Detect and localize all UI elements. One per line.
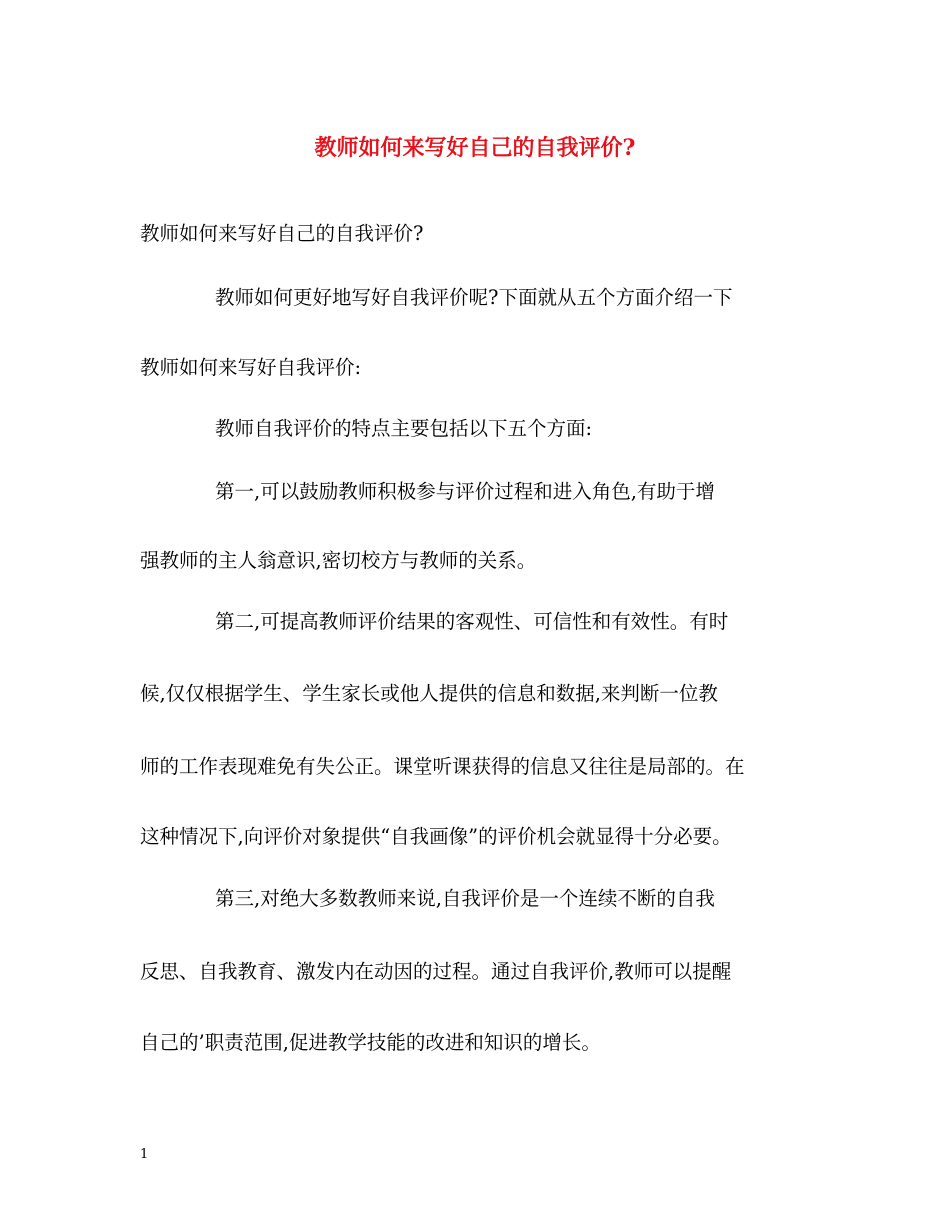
text-line-11: 第三,对绝大多数教师来说,自我评价是一个连续不断的自我: [215, 887, 715, 910]
text-line-6: 强教师的主人翁意识,密切校方与教师的关系。: [140, 549, 537, 572]
text-line-7: 第二,可提高教师评价结果的客观性、可信性和有效性。有时: [215, 610, 729, 633]
text-line-10: 这种情况下,向评价对象提供“自我画像”的评价机会就显得十分必要。: [140, 825, 732, 848]
text-line-3: 教师如何来写好自我评价:: [140, 356, 362, 379]
text-line-2: 教师如何更好地写好自我评价呢?下面就从五个方面介绍一下: [215, 286, 733, 309]
text-line-12: 反思、自我教育、激发内在动因的过程。通过自我评价,教师可以提醒: [140, 960, 732, 983]
document-title: 教师如何来写好自己的自我评价?: [314, 135, 636, 161]
text-line-13: 自己的’职责范围,促进教学技能的改进和知识的增长。: [140, 1031, 601, 1054]
page-number: 1: [140, 1147, 149, 1162]
text-line-8: 候,仅仅根据学生、学生家长或他人提供的信息和数据,来判断一位教: [140, 682, 718, 705]
text-line-1: 教师如何来写好自己的自我评价?: [140, 222, 424, 245]
text-line-9: 师的工作表现难免有失公正。课堂听课获得的信息又往往是局部的。在: [140, 755, 745, 778]
text-line-4: 教师自我评价的特点主要包括以下五个方面:: [215, 417, 593, 440]
text-line-5: 第一,可以鼓励教师积极参与评价过程和进入角色,有助于增: [215, 480, 715, 503]
